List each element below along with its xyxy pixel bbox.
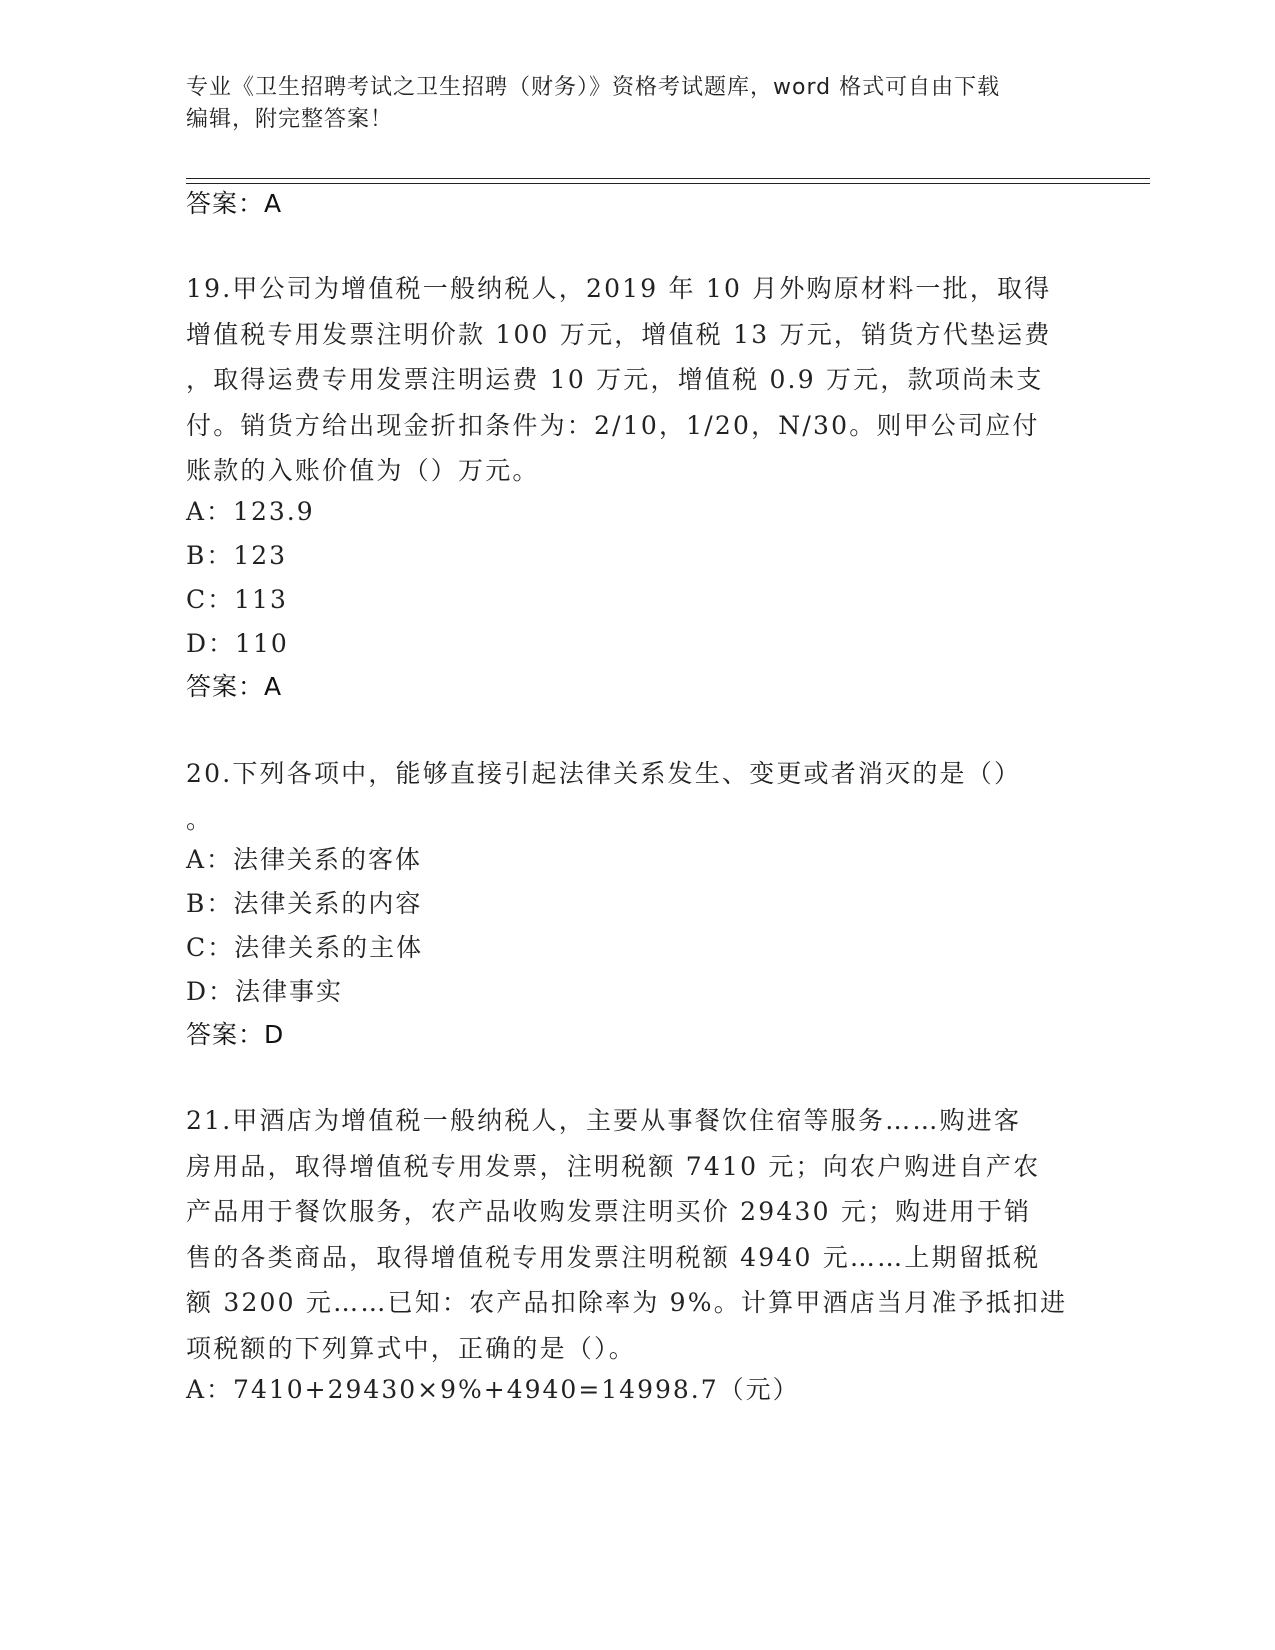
question-20-line: 。: [186, 804, 214, 834]
header-rule-bottom: [186, 183, 1150, 184]
question-19: [186, 266, 1086, 494]
question-19-option-d: D：110: [186, 629, 289, 658]
question-21-line: 额 3200 元……已知：农产品扣除率为 9%。计算甲酒店当月准予抵扣进: [186, 1288, 1068, 1317]
question-19-option-b: B：123: [186, 541, 288, 570]
question-21-line: 房用品，取得增值税专用发票，注明税额 7410 元；向农户购进自产农: [186, 1151, 1041, 1181]
question-19-line: ，取得运费专用发票注明运费 10 万元，增值税 0.9 万元，款项尚未支: [186, 365, 1044, 394]
question-20-answer: 答案：D: [186, 1020, 285, 1049]
question-19-option-a: A：123.9: [186, 497, 315, 526]
question-19-answer: 答案：A: [186, 672, 283, 701]
question-19-line: 增值税专用发票注明价款 100 万元，增值税 13 万元，销货方代垫运费: [186, 319, 1052, 349]
question-21: [186, 1098, 1086, 1371]
question-20: [186, 751, 1086, 842]
header-line-1: 专业《卫生招聘考试之卫生招聘（财务）》资格考试题库，word 格式可自由下载: [186, 75, 1001, 100]
header-rule-top: [186, 178, 1150, 179]
question-19-line: 19.甲公司为增值税一般纳税人，2019 年 10 月外购原材料一批，取得: [186, 274, 1052, 303]
question-21-line: 21.甲酒店为增值税一般纳税人，主要从事餐饮住宿等服务……购进客: [186, 1106, 1022, 1135]
previous-answer: 答案：A: [186, 189, 283, 218]
question-20-option-d: D：法律事实: [186, 977, 344, 1006]
question-19-option-c: C：113: [186, 585, 288, 614]
question-21-line: 售的各类商品，取得增值税专用发票注明税额 4940 元……上期留抵税: [186, 1242, 1041, 1272]
question-21-option-a: A：7410+29430×9%+4940=14998.7（元）: [186, 1375, 800, 1404]
question-21-line: 产品用于餐饮服务，农产品收购发票注明买价 29430 元；购进用于销: [186, 1197, 1032, 1226]
question-20-line: 20.下列各项中，能够直接引起法律关系发生、变更或者消灭的是（）: [186, 759, 1022, 788]
page-header: [186, 72, 1076, 136]
header-line-2: 编辑，附完整答案！: [186, 107, 394, 132]
question-21-line: 项税额的下列算式中，正确的是（）。: [186, 1333, 636, 1363]
question-20-option-b: B：法律关系的内容: [186, 889, 423, 918]
question-19-line: 付。销货方给出现金折扣条件为：2/10，1/20，N/30。则甲公司应付: [186, 410, 1040, 440]
question-20-option-c: C：法律关系的主体: [186, 933, 424, 962]
question-19-line: 账款的入账价值为（）万元。: [186, 456, 540, 485]
question-20-option-a: A：法律关系的客体: [186, 845, 423, 874]
